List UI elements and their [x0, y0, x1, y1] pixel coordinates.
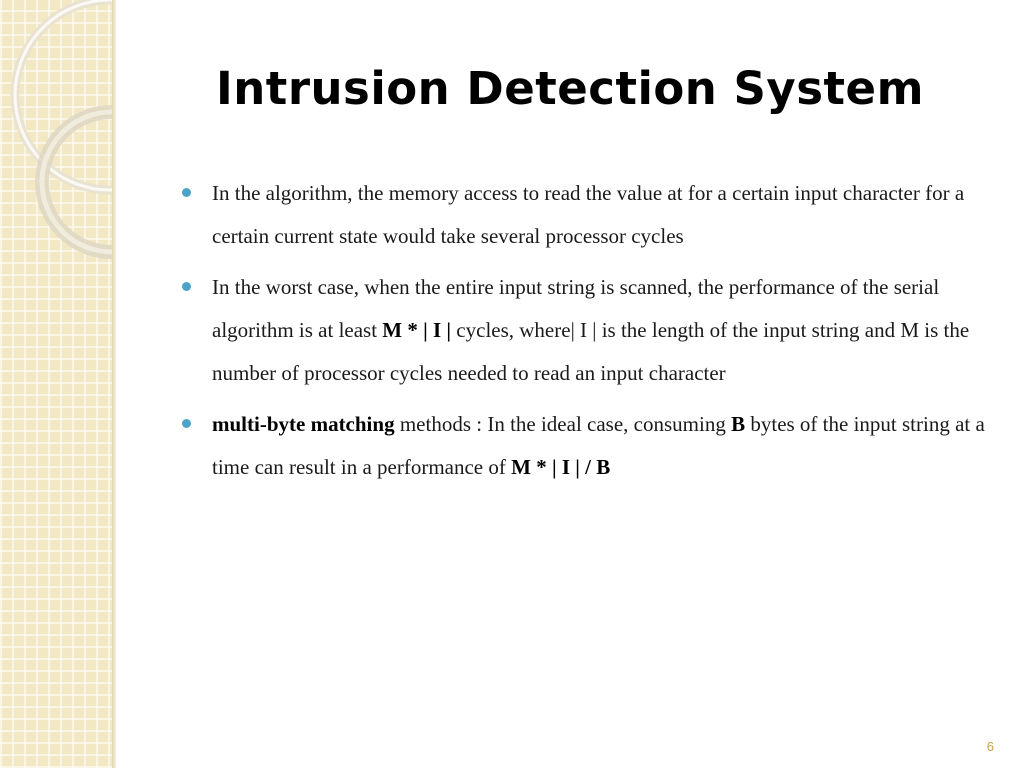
- side-panel-edge: [112, 0, 116, 768]
- decorative-side-panel: [0, 0, 112, 768]
- page-number: 6: [986, 739, 994, 754]
- bullet-text-part: bytes of the input string at a time can result in a performance of: [212, 412, 985, 479]
- bullet-dot-icon: [182, 188, 191, 197]
- bullet-bold-term: B: [731, 412, 746, 436]
- bullet-item: [180, 403, 995, 489]
- bullet-text-part: methods : In the ideal case, consuming: [394, 412, 732, 436]
- bullet-bold-formula: M * | I | / B: [511, 455, 611, 479]
- bullet-item: [180, 266, 995, 395]
- bullet-item: [180, 172, 995, 258]
- bullet-text-part: In the worst case, when the entire input string is scanned, the performance of the serial algorithm is at least: [212, 275, 940, 342]
- bullet-dot-icon: [182, 419, 191, 428]
- slide-title: Intrusion Detection System: [216, 62, 924, 115]
- bullet-text-part: cycles, where| I | is the length of the input string and M is the number of processor cycles needed to read an input character: [212, 318, 970, 385]
- bullet-bold-formula: M * | I |: [382, 318, 452, 342]
- bullet-list: [180, 172, 995, 497]
- decorative-rings-icon: [0, 0, 116, 300]
- bullet-bold-term: multi-byte matching: [212, 412, 395, 436]
- bullet-dot-icon: [182, 282, 191, 291]
- bullet-text: In the algorithm, the memory access to read the value at for a certain input character for a certain current state would take several processor cycles: [212, 181, 965, 248]
